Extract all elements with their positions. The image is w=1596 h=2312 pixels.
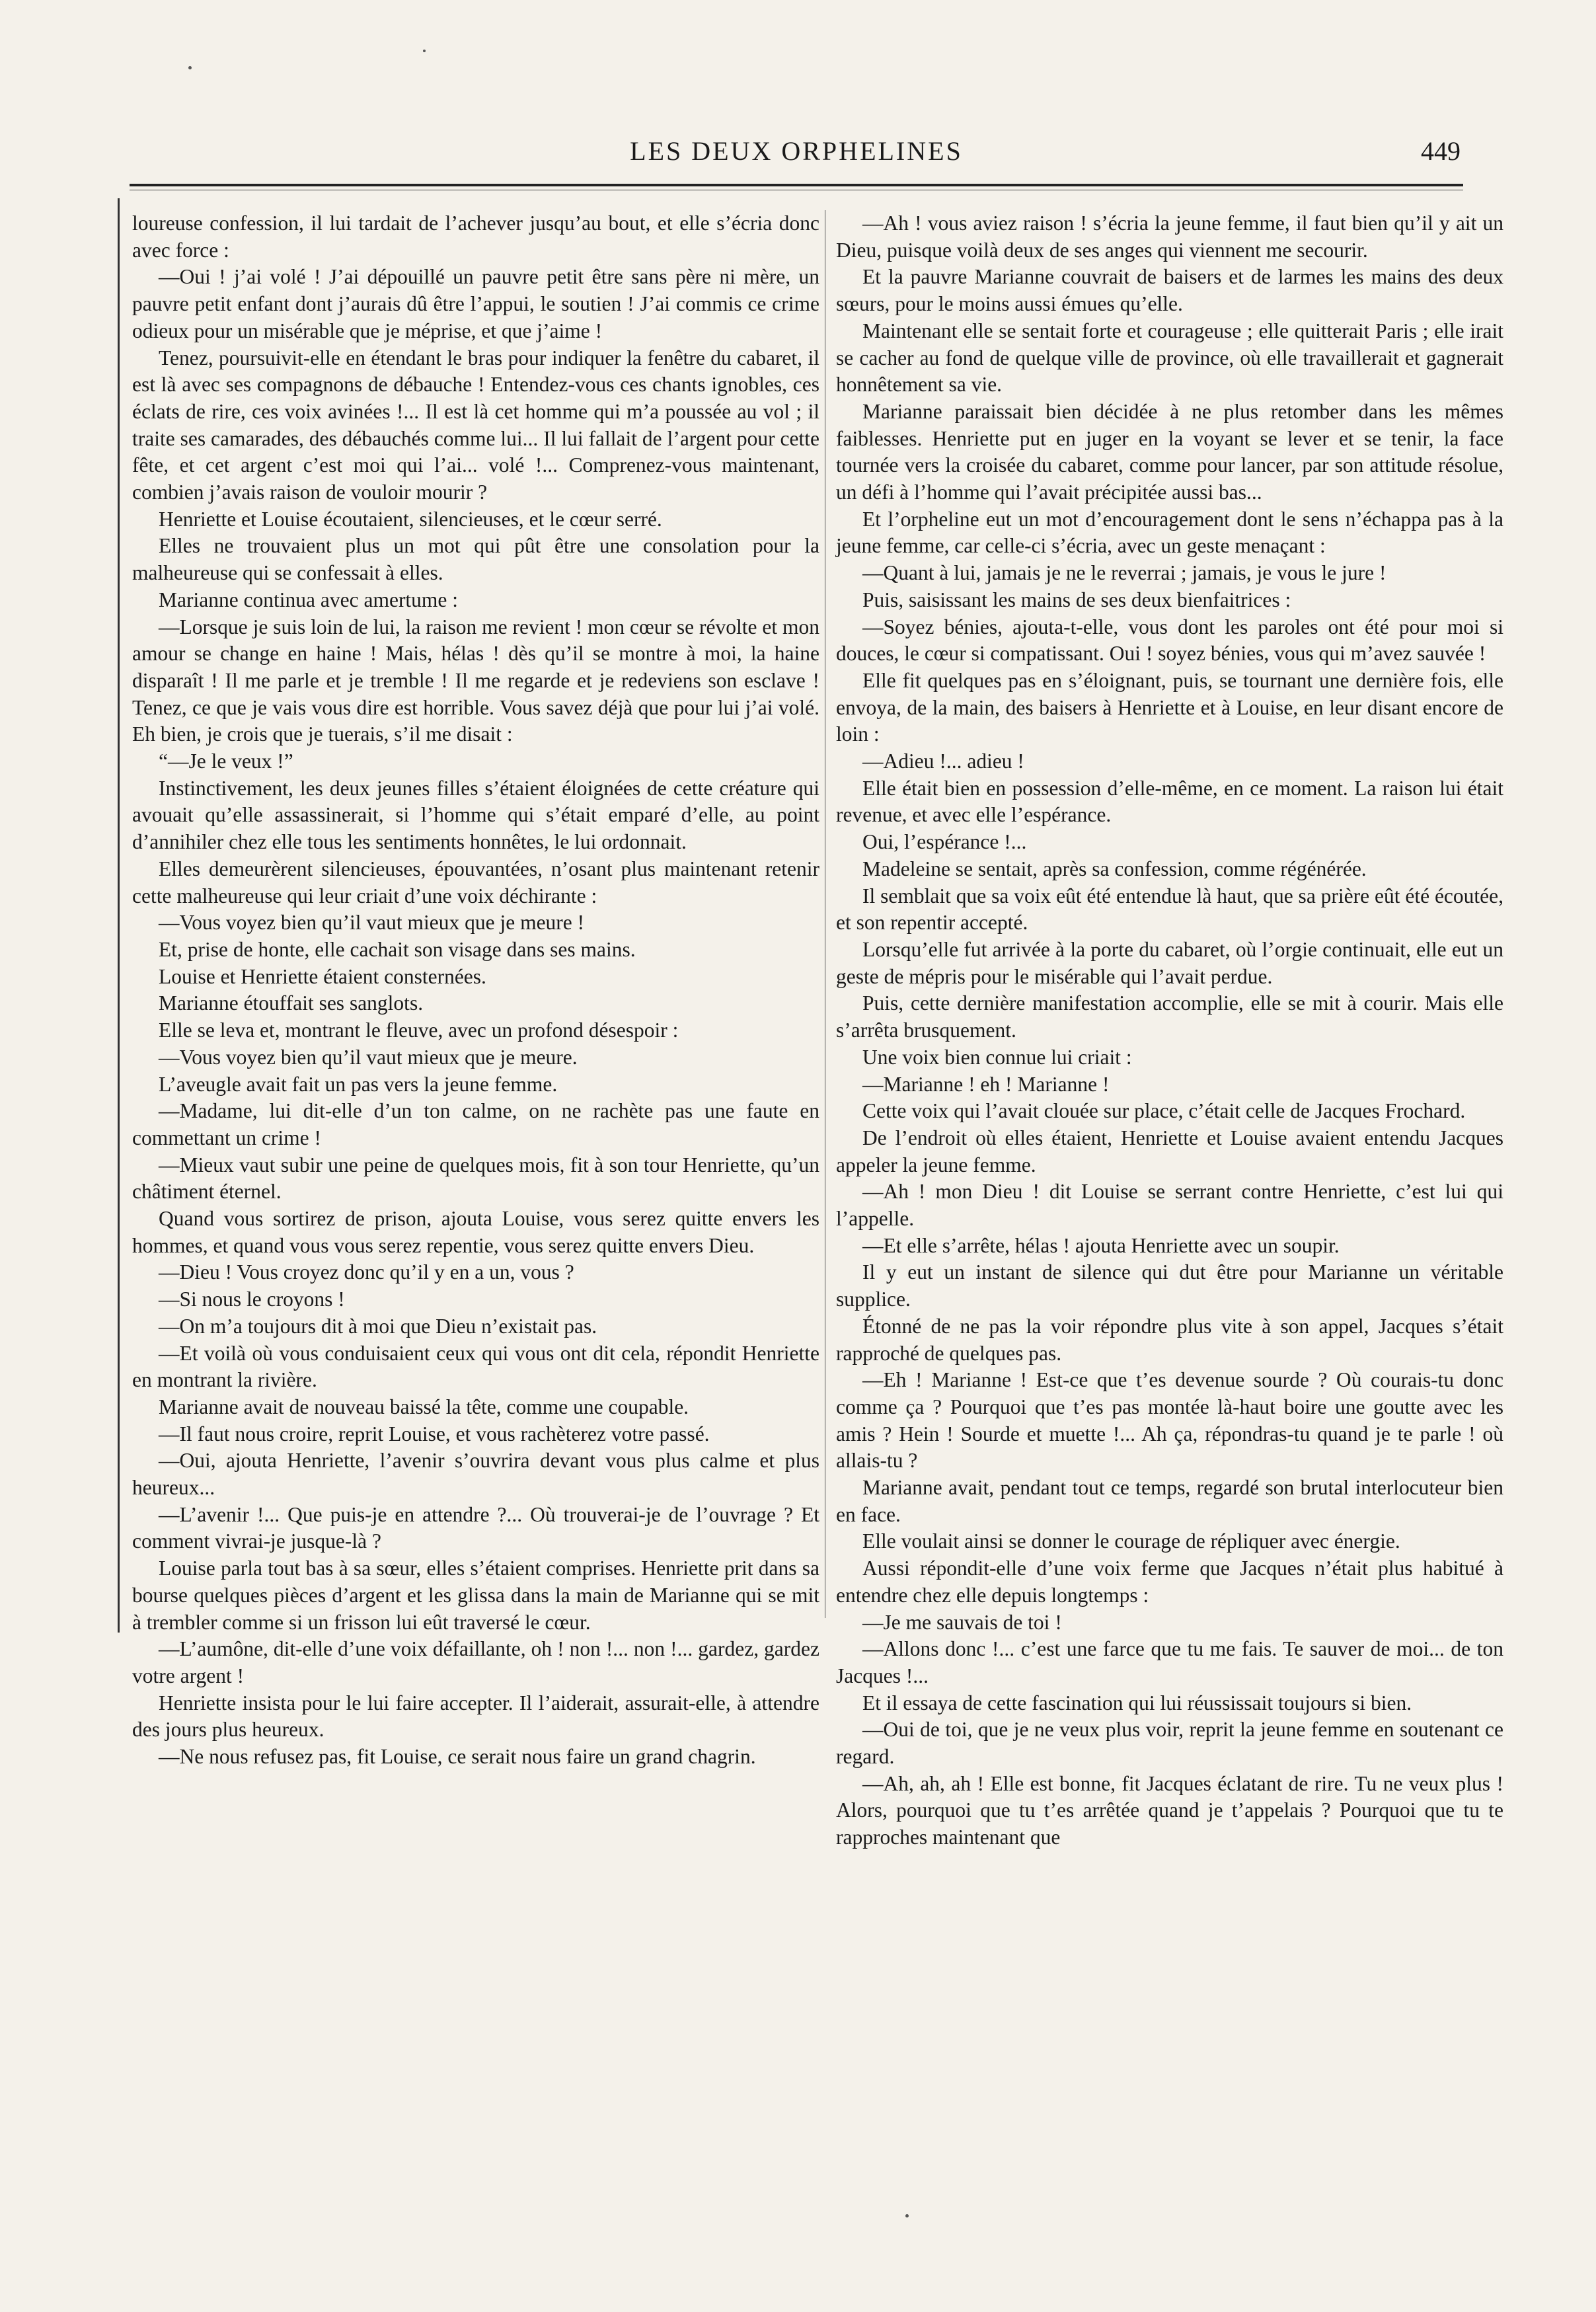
paragraph: —Oui, ajouta Henriette, l’avenir s’ouvrira devant vous plus calme et plus heureux...: [132, 1449, 819, 1500]
page-number: 449: [1421, 136, 1461, 166]
paragraph: —Oui ! j’ai volé ! J’ai dépouillé un pauvre petit être sans père ni mère, un pauvre petit enfant dont j’aurais dû être l’appui, le soutien ! J’ai commis ce crime odieux pour un misérable que je méprise, et que j’aime !: [132, 265, 819, 342]
paragraph: L’aveugle avait fait un pas vers la jeune femme.: [159, 1072, 558, 1096]
paragraph: Louise parla tout bas à sa sœur, elles s’étaient comprises. Henriette prit dans sa bourse quelques pièces d’argent et les glissa dans la main de Marianne qui se mit à trembler comme si un frisson lui eût traversé le cœur.: [132, 1557, 819, 1634]
paragraph: Marianne étouffait ses sanglots.: [159, 991, 424, 1015]
paragraph: Aussi répondit-elle d’une voix ferme que Jacques n’était plus habitué à entendre chez elle depuis longtemps :: [836, 1557, 1503, 1607]
paragraph: —Quant à lui, jamais je ne le reverrai ; jamais, je vous le jure !: [862, 561, 1387, 585]
paragraph: Elle était bien en possession d’elle-même, en ce moment. La raison lui était revenue, et avec elle l’espérance.: [836, 776, 1503, 827]
paragraph: —Vous voyez bien qu’il vaut mieux que je meure.: [159, 1045, 578, 1069]
paragraph: Une voix bien connue lui criait :: [862, 1045, 1132, 1069]
paragraph: —Madame, lui dit-elle d’un ton calme, on ne rachète pas une faute en commettant un crime !: [132, 1099, 819, 1149]
paragraph: Puis, cette dernière manifestation accomplie, elle se mit à courir. Mais elle s’arrêta brusquement.: [836, 991, 1503, 1042]
paragraph: Puis, saisissant les mains de ses deux bienfaitrices :: [862, 588, 1291, 611]
paragraph: —Ah ! vous aviez raison ! s’écria la jeune femme, il faut bien qu’il y ait un Dieu, puisque voilà deux de ses anges qui viennent me secourir.: [836, 212, 1503, 262]
paragraph: —Eh ! Marianne ! Est-ce que t’es devenue sourde ? Où courais-tu donc comme ça ? Pourquoi que t’es pas montée là-haut boire une goutte avec les amis ? Hein ! Sourde et muette !... Ah ça, répondras-tu quand je te parle ! où allais-tu ?: [836, 1368, 1503, 1473]
paragraph: Elles demeurèrent silencieuses, épouvantées, n’osant plus maintenant retenir cette malheureuse qui leur criait d’une voix déchirante :: [132, 857, 819, 907]
paragraph: Marianne avait, pendant tout ce temps, regardé son brutal interlocuteur bien en face.: [836, 1476, 1503, 1526]
paragraph: Quand vous sortirez de prison, ajouta Louise, vous serez quitte envers les hommes, et quand vous vous serez repentie, vous serez quitte envers Dieu.: [132, 1207, 819, 1257]
paragraph: —Et elle s’arrête, hélas ! ajouta Henriette avec un soupir.: [862, 1233, 1340, 1257]
paragraph: Et la pauvre Marianne couvrait de baisers et de larmes les mains des deux sœurs, pour le moins aussi émues qu’elle.: [836, 265, 1503, 316]
right-column: [836, 210, 1503, 1851]
paragraph: —Ne nous refusez pas, fit Louise, ce serait nous faire un grand chagrin.: [159, 1745, 756, 1769]
paragraph: Instinctivement, les deux jeunes filles s’étaient éloignées de cette créature qui avouait qu’elle assassinerait, si l’homme qui s’était emparé d’elle, au point d’annihiler chez elle tous les sentiments honnêtes, le lui ordonnait.: [132, 776, 819, 854]
paragraph: Tenez, poursuivit-elle en étendant le bras pour indiquer la fenêtre du cabaret, il est là avec ses compagnons de débauche ! Entendez-vous ces chants ignobles, ces éclats de rire, ces voix avinées !... Il est là cet homme qui m’a poussée au vol ; il traite ses camarades, des débauchés comme lui... Il lui fallait de l’argent pour cette fête, et cet argent c’est moi qui l’ai... volé !... Comprenez-vous maintenant, combien j’avais raison de vouloir mourir ?: [132, 346, 819, 504]
paragraph: —Lorsque je suis loin de lui, la raison me revient ! mon cœur se révolte et mon amour se change en haine ! Mais, hélas ! dès qu’il se montre à moi, la haine disparaît ! Il me parle et je tremble ! Il me regarde et je redeviens son esclave ! Tenez, ce que je vais vous dire est horrible. Vous savez déjà que pour lui j’ai volé. Eh bien, je crois que je tuerais, s’il me disait :: [132, 615, 819, 746]
paragraph: Louise et Henriette étaient consternées.: [159, 964, 486, 988]
paragraph: —Soyez bénies, ajouta-t-elle, vous dont les paroles ont été pour moi si douces, le cœur si compatissant. Oui ! soyez bénies, vous qui m’avez sauvée !: [836, 615, 1503, 666]
paragraph: —L’aumône, dit-elle d’une voix défaillante, oh ! non !... non !... gardez, gardez votre argent !: [132, 1637, 819, 1687]
paragraph: Oui, l’espérance !...: [862, 830, 1027, 854]
paragraph: Et, prise de honte, elle cachait son visage dans ses mains.: [159, 937, 636, 961]
speck: [188, 66, 192, 69]
speck: [423, 50, 426, 52]
running-title: LES DEUX ORPHELINES: [630, 136, 963, 166]
paragraph: —Et voilà où vous conduisaient ceux qui vous ont dit cela, répondit Henriette en montrant la rivière.: [132, 1341, 819, 1392]
paragraph: Elle se leva et, montrant le fleuve, avec un profond désespoir :: [159, 1019, 679, 1042]
paragraph: De l’endroit où elles étaient, Henriette et Louise avaient entendu Jacques appeler la jeune femme.: [836, 1126, 1503, 1176]
paragraph: Madeleine se sentait, après sa confession, comme régénérée.: [862, 857, 1367, 880]
paragraph: —Oui de toi, que je ne veux plus voir, reprit la jeune femme en soutenant ce regard.: [836, 1718, 1503, 1769]
paragraph: —Mieux vaut subir une peine de quelques mois, fit à son tour Henriette, qu’un châtiment éternel.: [132, 1153, 819, 1204]
left-column: [132, 210, 819, 1771]
paragraph: Marianne avait de nouveau baissé la tête, comme une coupable.: [159, 1395, 689, 1418]
speck: [905, 2214, 909, 2217]
paragraph: —On m’a toujours dit à moi que Dieu n’existait pas.: [159, 1314, 597, 1338]
paragraph: Marianne paraissait bien décidée à ne plus retomber dans les mêmes faiblesses. Henriette put en juger en la voyant se lever et se tenir, la face tournée vers la croisée du cabaret, comme pour lancer, par son attitude résolue, un défi à l’homme qui l’avait précipitée aussi bas...: [836, 399, 1503, 504]
paragraph: —Vous voyez bien qu’il vaut mieux que je meure !: [159, 911, 585, 935]
paragraph: —Ah, ah, ah ! Elle est bonne, fit Jacques éclatant de rire. Tu ne veux plus ! Alors, pourquoi que tu t’es arrêtée quand je t’appelais ? Pourquoi que tu te rapproches maintenant que: [836, 1771, 1503, 1849]
paragraph: “—Je le veux !”: [159, 750, 293, 773]
paragraph: Étonné de ne pas la voir répondre plus vite à son appel, Jacques s’était rapproché de quelques pas.: [836, 1314, 1503, 1365]
page-header: [132, 135, 1461, 175]
paragraph: Henriette insista pour le lui faire accepter. Il l’aiderait, assurait-elle, à attendre des jours plus heureux.: [132, 1691, 819, 1742]
paragraph: Marianne continua avec amertume :: [159, 588, 459, 611]
paragraph: Elles ne trouvaient plus un mot qui pût être une consolation pour la malheureuse qui se confessait à elles.: [132, 534, 819, 585]
paragraph: —Je me sauvais de toi !: [862, 1610, 1062, 1634]
paragraph: —Il faut nous croire, reprit Louise, et vous rachèterez votre passé.: [159, 1422, 710, 1445]
paragraph: —Ah ! mon Dieu ! dit Louise se serrant contre Henriette, c’est lui qui l’appelle.: [836, 1180, 1503, 1231]
paragraph: Il semblait que sa voix eût été entendue là haut, que sa prière eût été écoutée, et son repentir accepté.: [836, 884, 1503, 935]
left-margin-bar: [118, 198, 120, 1633]
paragraph: Maintenant elle se sentait forte et courageuse ; elle quitterait Paris ; elle irait se cacher au fond de quelque ville de province, où elle travaillerait et gagnerait honnêtement sa vie.: [836, 319, 1503, 397]
paragraph: —Adieu !... adieu !: [862, 750, 1024, 773]
paragraph: Et il essaya de cette fascination qui lui réussissait toujours si bien.: [862, 1691, 1412, 1715]
paragraph: —L’avenir !... Que puis-je en attendre ?... Où trouverai-je de l’ouvrage ? Et comment vivrai-je jusque-là ?: [132, 1502, 819, 1553]
paragraph: —Allons donc !... c’est une farce que tu me fais. Te sauver de moi... de ton Jacques !...: [836, 1637, 1503, 1687]
header-rule: [130, 184, 1463, 186]
paragraph: —Dieu ! Vous croyez donc qu’il y en a un, vous ?: [159, 1260, 574, 1284]
paragraph: Elle voulait ainsi se donner le courage de répliquer avec énergie.: [862, 1529, 1400, 1553]
paragraph: Henriette et Louise écoutaient, silencieuses, et le cœur serré.: [159, 507, 662, 531]
paragraph: Lorsqu’elle fut arrivée à la porte du cabaret, où l’orgie continuait, elle eut un geste de mépris pour le misérable qui l’avait perdue.: [836, 937, 1503, 988]
paragraph: Et l’orpheline eut un mot d’encouragement dont le sens n’échappa pas à la jeune femme, car celle-ci s’écria, avec un geste menaçant :: [836, 507, 1503, 558]
paragraph: —Marianne ! eh ! Marianne !: [862, 1072, 1110, 1096]
paragraph: Elle fit quelques pas en s’éloignant, puis, se tournant une dernière fois, elle envoya, de la main, des baisers à Henriette et à Louise, en leur disant encore de loin :: [836, 668, 1503, 746]
paragraph: Il y eut un instant de silence qui dut être pour Marianne un véritable supplice.: [836, 1260, 1503, 1311]
paragraph: Cette voix qui l’avait clouée sur place, c’était celle de Jacques Frochard.: [862, 1099, 1466, 1123]
paragraph: —Si nous le croyons !: [159, 1288, 345, 1311]
paragraph: loureuse confession, il lui tardait de l’achever jusqu’au bout, et elle s’écria donc avec force :: [132, 212, 819, 262]
